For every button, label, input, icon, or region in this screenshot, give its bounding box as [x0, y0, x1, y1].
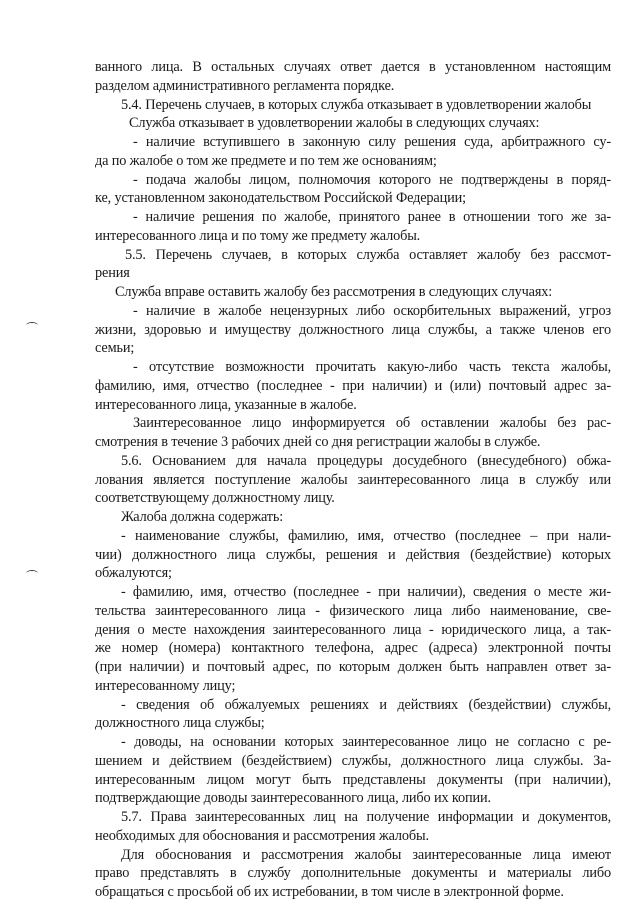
text-line: право представлять в службу дополнительные документы и материалы либо	[95, 865, 611, 882]
text-line: чии) должностного лица службы, решения и действия (бездействие) которых	[95, 546, 611, 563]
text-line: ванного лица. В остальных случаях ответ дается в установленном настоящим	[95, 59, 611, 75]
text-line: Заинтересованное лицо информируется об оставлении жалобы без рас-	[133, 415, 611, 432]
document-body	[95, 58, 611, 902]
text-line: же номер (номера) контактного телефона, адрес (адреса) электронной почты	[95, 640, 611, 657]
text-line: ке, установленном законодательством Российской Федерации;	[95, 190, 466, 207]
text-line: Служба отказывает в удовлетворении жалобы в следующих случаях:	[129, 115, 540, 132]
text-line: дения о месте нахождения заинтересованного лица - юридического лица, а так-	[95, 621, 611, 638]
text-line: разделом административного регламента порядке.	[95, 77, 395, 94]
text-line: да по жалобе о том же предмете и по тем же основаниям;	[95, 152, 437, 169]
text-line: Жалоба должна содержать:	[121, 509, 284, 525]
text-line: необходимых для обоснования и рассмотрения жалобы.	[95, 827, 429, 844]
text-line: интересованного лица, указанные в жалобе.	[95, 396, 357, 413]
text-line: (при наличии) и почтовый адрес, по которым должен быть направлен ответ за-	[95, 659, 611, 675]
text-line: обжалуются;	[95, 565, 172, 582]
text-line: семьи;	[95, 340, 135, 357]
margin-scan-mark	[26, 570, 38, 577]
text-line: Для обоснования и рассмотрения жалобы заинтересованные лица имеют	[121, 846, 611, 863]
text-line: Служба вправе оставить жалобу без рассмотрения в следующих случаях:	[115, 284, 553, 300]
text-line: жизни, здоровью и имуществу должностного лица службы, а также членов его	[95, 321, 611, 338]
text-line: шением и действием (бездействием) службы, должностного лица службы. За-	[95, 752, 611, 769]
text-line: обращаться с просьбой об их истребовании, в том числе в электронной форме.	[95, 884, 564, 900]
text-line: - сведения об обжалуемых решениях и действиях (бездействии) службы,	[121, 696, 611, 713]
text-line: 5.5. Перечень случаев, в которых служба оставляет жалобу без рассмот-	[125, 246, 611, 263]
text-line: 5.6. Основанием для начала процедуры досудебного (внесудебного) обжа-	[121, 452, 611, 469]
text-line: тельства заинтересованного лица - физического лица либо наименование, све-	[95, 602, 611, 619]
text-line: - фамилию, имя, отчество (последнее - при наличии), сведения о месте жи-	[121, 584, 611, 600]
text-line: фамилию, имя, отчество (последнее - при наличии) и (или) почтовый адрес за-	[95, 377, 611, 394]
text-line: соответствующему должностному лицу.	[95, 490, 335, 507]
text-line: должностного лица службы;	[95, 715, 265, 732]
margin-scan-mark	[26, 322, 38, 329]
text-line: подтверждающие доводы заинтересованного лица, либо их копии.	[95, 790, 491, 807]
text-line: интересованным лицом могут быть представлены документы (при наличии),	[95, 771, 611, 788]
text-line: - наличие вступившего в законную силу решения суда, арбитражного су-	[133, 134, 611, 150]
text-line: смотрения в течение 3 рабочих дней со дня регистрации жалобы в службе.	[95, 434, 541, 450]
text-line: 5.7. Права заинтересованных лиц на получение информации и документов,	[121, 809, 611, 825]
text-line: - наименование службы, фамилию, имя, отчество (последнее – при нали-	[121, 527, 611, 544]
text-line: - наличие решения по жалобе, принятого ранее в отношении того же за-	[133, 209, 611, 225]
text-line: - отсутствие возможности прочитать какую-либо часть текста жалобы,	[133, 359, 611, 375]
text-line: лования является поступление жалобы заинтересованного лица в службу или	[95, 471, 611, 488]
text-line: - наличие в жалобе нецензурных либо оскорбительных выражений, угроз	[133, 302, 611, 319]
text-line: - подача жалобы лицом, полномочия которого не подтверждены в поряд-	[133, 171, 611, 188]
text-line: интересованному лицу;	[95, 677, 236, 694]
text-line: рения	[95, 265, 130, 282]
text-line: - доводы, на основании которых заинтересованное лицо не согласно с ре-	[121, 734, 611, 750]
text-line: 5.4. Перечень случаев, в которых служба отказывает в удовлетворении жалобы	[121, 96, 592, 113]
text-line: интересованного лица и по тому же предмету жалобы.	[95, 227, 421, 244]
